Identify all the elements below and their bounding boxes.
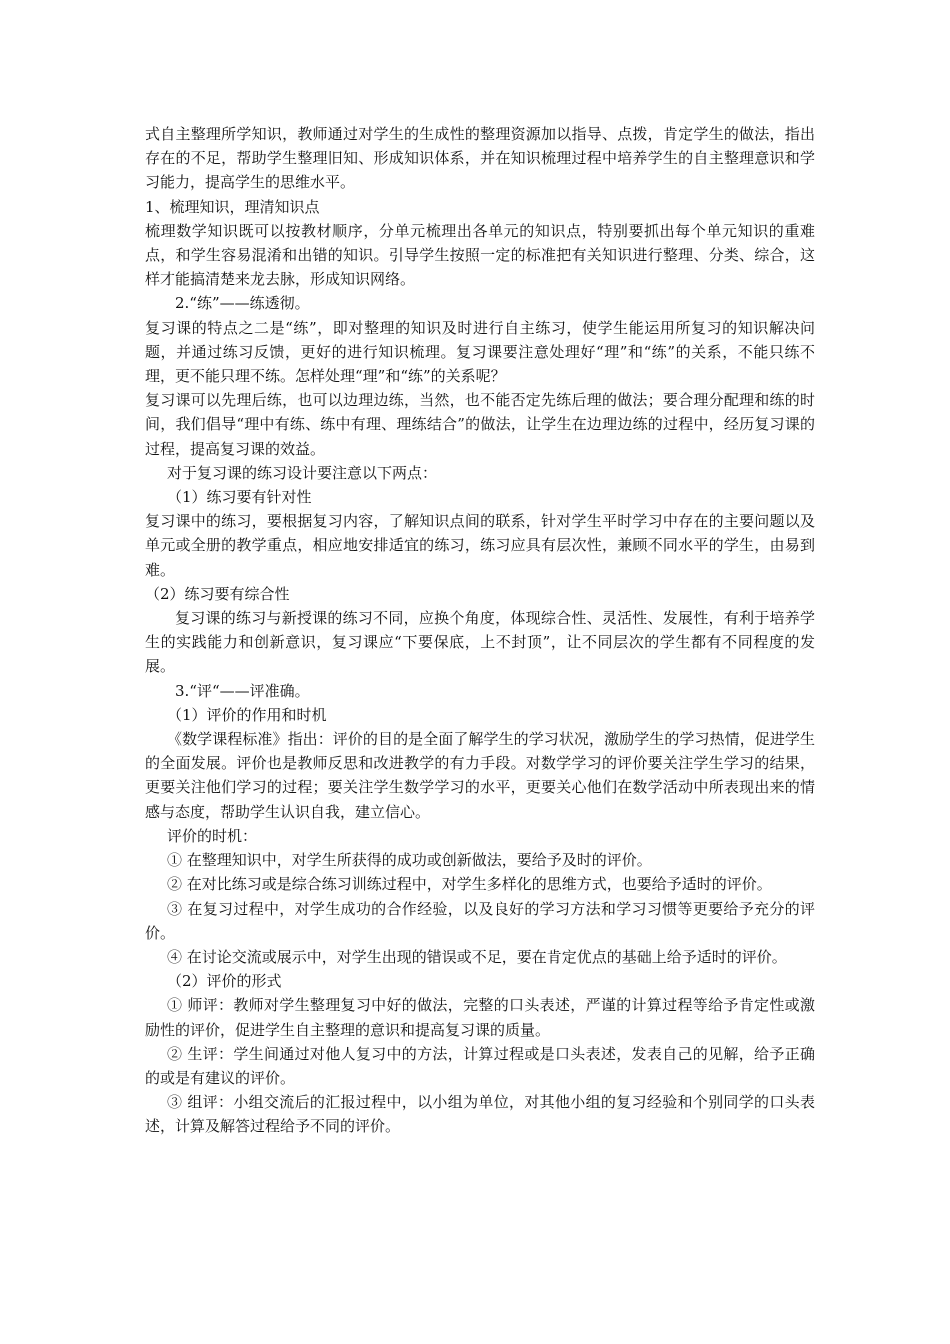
paragraph-practice-c: 对于复习课的练习设计要注意以下两点：	[167, 463, 438, 482]
heading-evaluate: 3.“评“——评准确。	[175, 681, 310, 700]
paragraph-practice-comprehensive: 复习课的练习与新授课的练习不同，应换个角度，体现综合性、灵活性、发展性，有利于培养学生的实践能力和创新意识，复习课应“下要保底，上不封顶”，让不同层次的学生都有不同程度的发展。	[145, 609, 815, 676]
list-item-form-student: ② 生评：学生间通过对他人复习中的方法，计算过程或是口头表述，发表自己的见解，给予正确的或是有建议的评价。	[145, 1044, 815, 1087]
heading-evaluate-forms: （2）评价的形式	[167, 972, 282, 991]
paragraph-practice-a: 复习课的特点之二是“练”，即对整理的知识及时进行自主练习，使学生能运用所复习的知识解决问题，并通过练习反馈，更好的进行知识梳理。复习课要注意处理好“理”和“练”的关系，不能只练不理，更不能只理不练。怎样处理“理”和“练”的关系呢？	[145, 318, 815, 386]
list-item-timing-1: ① 在整理知识中，对学生所获得的成功或创新做法，要给予及时的评价。	[167, 851, 652, 870]
list-item-timing-4: ④ 在讨论交流或展示中，对学生出现的错误或不足，要在肯定优点的基础上给予适时的评价。	[167, 947, 787, 966]
paragraph-evaluate-timing: 评价的时机：	[167, 826, 258, 845]
heading-practice-targeted: （1）练习要有针对性	[167, 488, 312, 507]
list-item-timing-2: ② 在对比练习或是综合练习训练过程中，对学生多样化的思维方式，也要给予适时的评价。	[167, 875, 772, 894]
paragraph-practice-targeted: 复习课中的练习，要根据复习内容，了解知识点间的联系，针对学生平时学习中存在的主要问题以及单元或全册的教学重点，相应地安排适宜的练习，练习应具有层次性，兼顾不同水平的学生，由易到难。	[145, 512, 815, 579]
paragraph-practice-b: 复习课可以先理后练，也可以边理边练，当然，也不能否定先练后理的做法；要合理分配理和练的时间，我们倡导“理中有练、练中有理、理练结合”的做法，让学生在边理边练的过程中，经历复习课的过程，提高复习课的效益。	[145, 391, 815, 458]
list-item-form-group: ③ 组评：小组交流后的汇报过程中，以小组为单位，对其他小组的复习经验和个别同学的口头表述，计算及解答过程给予不同的评价。	[145, 1093, 815, 1136]
list-item-form-teacher: ① 师评：教师对学生整理复习中好的做法，完整的口头表述，严谨的计算过程等给予肯定性或激励性的评价，促进学生自主整理的意识和提高复习课的质量。	[145, 996, 815, 1039]
list-item-timing-3: ③ 在复习过程中，对学生成功的合作经验，以及良好的学习方法和学习习惯等更要给予充分的评价。	[145, 899, 815, 942]
paragraph-intro: 式自主整理所学知识，教师通过对学生的生成性的整理资源加以指导、点拨，肯定学生的做法，指出存在的不足，帮助学生整理旧知、形成知识体系，并在知识梳理过程中培养学生的自主整理意识和学习能力，提高学生的思维水平。	[145, 125, 815, 192]
heading-practice: 2.“练”——练透彻。	[175, 294, 310, 313]
heading-sort-knowledge: 1、梳理知识，理清知识点	[145, 197, 320, 216]
heading-practice-comprehensive: （2）练习要有综合性	[145, 584, 290, 603]
paragraph-sort-knowledge: 梳理数学知识既可以按教材顺序，分单元梳理出各单元的知识点，特别要抓出每个单元知识的重难点，和学生容易混淆和出错的知识。引导学生按照一定的标准把有关知识进行整理、分类、综合，这样才能搞清楚来龙去脉，形成知识网络。	[145, 221, 815, 289]
document-body	[145, 122, 815, 1139]
heading-evaluate-role: （1）评价的作用和时机	[167, 705, 327, 724]
paragraph-evaluate-role: 《数学课程标准》指出：评价的目的是全面了解学生的学习状况，激励学生的学习热情，促进学生的全面发展。评价也是教师反思和改进教学的有力手段。对数学学习的评价要关注学生学习的结果，更要关注他们学习的过程；要关注学生数学学习的水平，更要关心他们在数学活动中所表现出来的情感与态度，帮助学生认识自我，建立信心。	[145, 730, 815, 821]
